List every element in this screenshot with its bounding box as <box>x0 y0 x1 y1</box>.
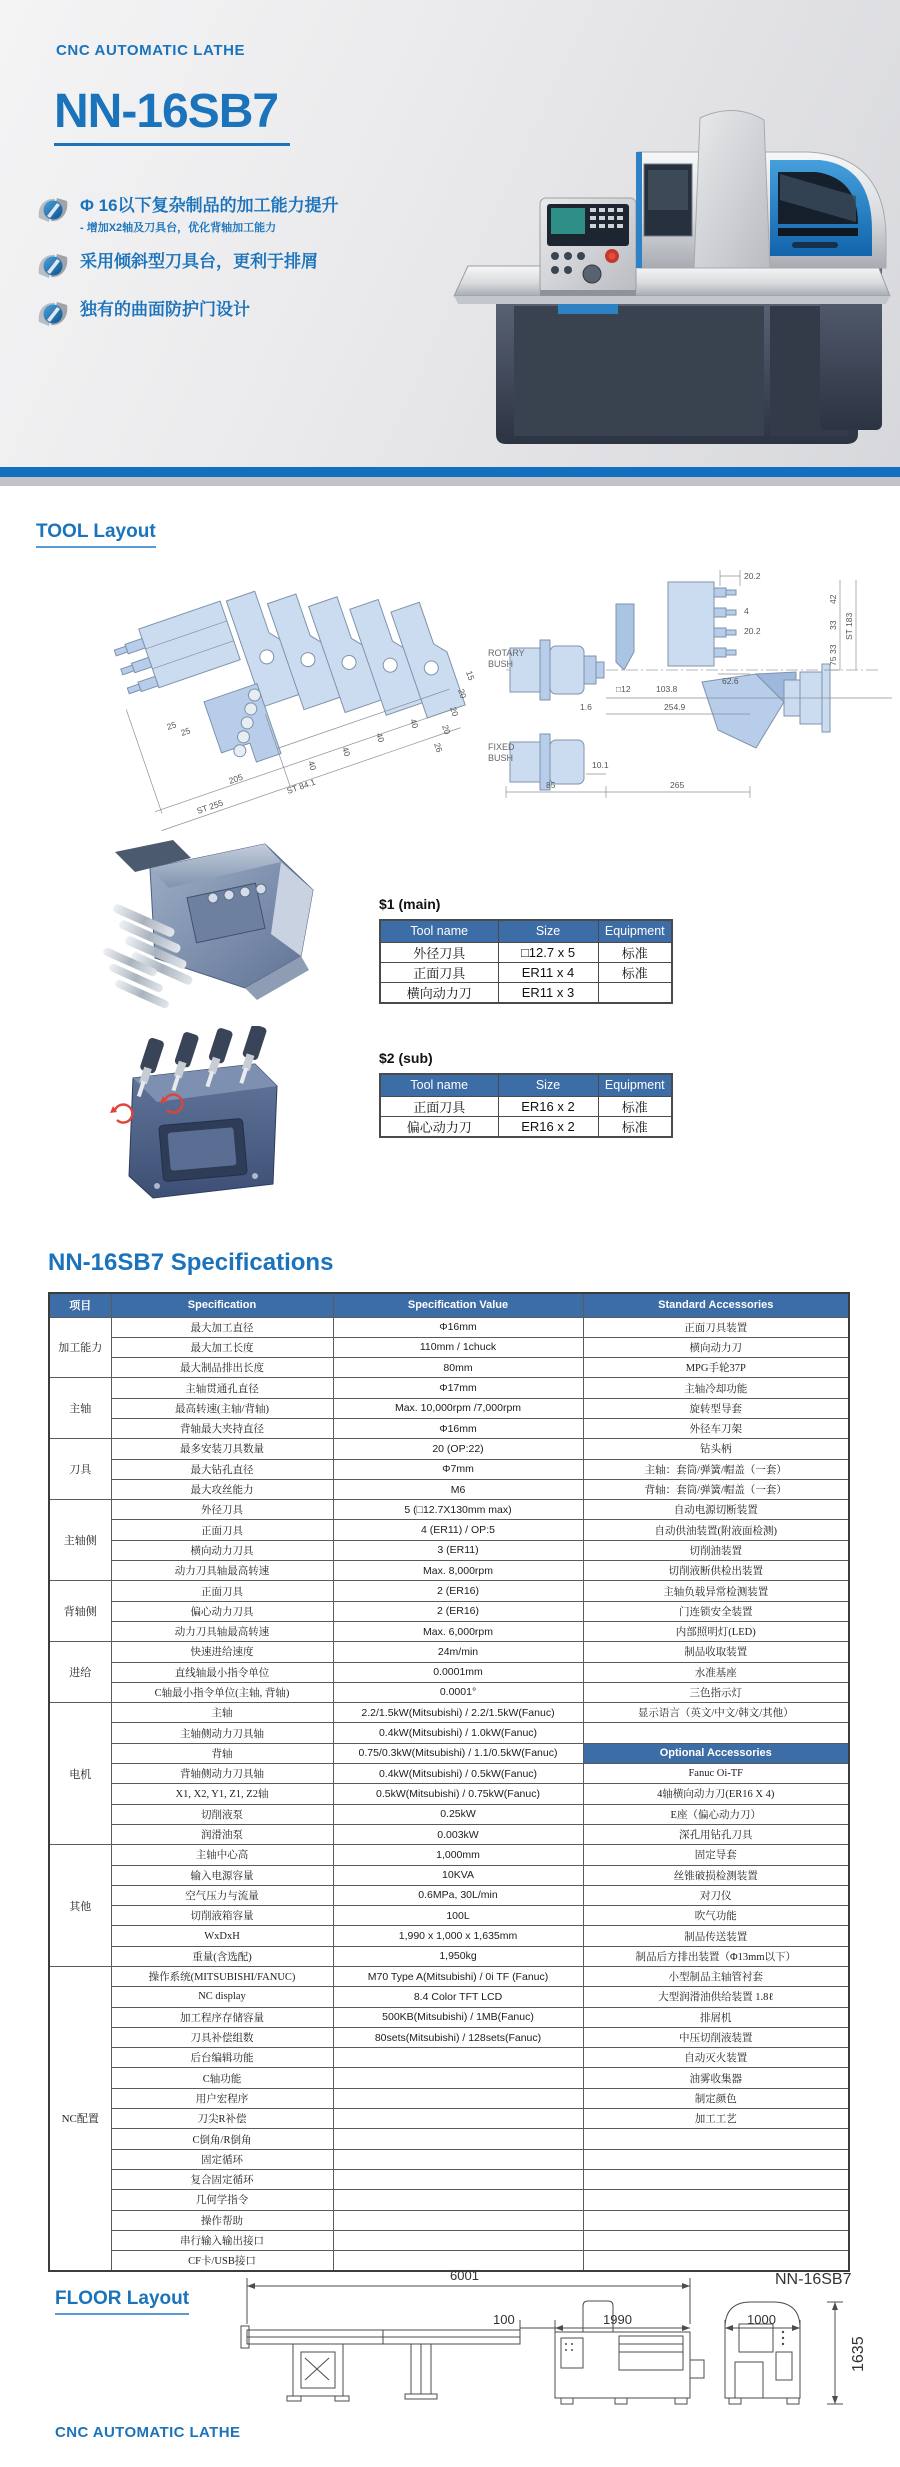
svg-text:BUSH: BUSH <box>488 659 514 669</box>
spec-value-cell: 20 (OP:22) <box>333 1439 583 1459</box>
svg-text:33: 33 <box>828 620 838 630</box>
spec-name-cell: 主轴中心高 <box>111 1845 333 1865</box>
accessory-cell: 深孔用钻孔刀具 <box>583 1824 849 1844</box>
svg-text:103.8: 103.8 <box>656 684 678 694</box>
svg-text:20.2: 20.2 <box>744 626 761 636</box>
spec-row <box>49 1906 849 1926</box>
spec-value-cell: 1,000mm <box>333 1845 583 1865</box>
optional-accessories-header-cell: Optional Accessories <box>583 1743 849 1763</box>
tool-table-row <box>380 962 672 982</box>
accessory-cell: 内部照明灯(LED) <box>583 1621 849 1641</box>
accessory-cell: 旋转型导套 <box>583 1398 849 1418</box>
spec-row <box>49 1479 849 1499</box>
sub-tool-table-block <box>379 1050 671 1138</box>
svg-text:ROTARY: ROTARY <box>488 648 525 658</box>
floor-dim-gap: 100 <box>493 2312 515 2327</box>
spec-value-cell: 0.4kW(Mitsubishi) / 1.0kW(Fanuc) <box>333 1723 583 1743</box>
spec-name-cell: 润滑油泵 <box>111 1824 333 1844</box>
spec-row <box>49 1784 849 1804</box>
spec-row <box>49 2169 849 2189</box>
floor-layout-drawing <box>235 2232 880 2432</box>
spec-name-cell: 主轴 <box>111 1703 333 1723</box>
svg-text:40: 40 <box>374 731 387 744</box>
svg-text:85: 85 <box>546 780 556 790</box>
spec-value-cell: 5 (□12.7X130mm max) <box>333 1500 583 1520</box>
accessory-cell: 显示语言（英文/中文/韩文/其他） <box>583 1703 849 1723</box>
spec-value-cell: 0.25kW <box>333 1804 583 1824</box>
spec-name-cell: 最高转速(主轴/背轴) <box>111 1398 333 1418</box>
accessory-cell: 切削液断供检出装置 <box>583 1561 849 1581</box>
spec-row <box>49 1459 849 1479</box>
svg-text:25: 25 <box>165 719 178 732</box>
spec-row <box>49 2210 849 2230</box>
accessory-cell <box>583 1723 849 1743</box>
spec-value-cell <box>333 2190 583 2210</box>
spec-row <box>49 1926 849 1946</box>
spec-row <box>49 2068 849 2088</box>
spec-row <box>49 1398 849 1418</box>
tool-table-cell: ER11 x 4 <box>498 962 598 982</box>
spec-row <box>49 1358 849 1378</box>
spec-name-cell: NC display <box>111 1987 333 2007</box>
spec-name-cell: 动力刀具轴最高转速 <box>111 1561 333 1581</box>
col-tool-name: Tool name <box>380 920 498 942</box>
svg-text:75: 75 <box>828 656 838 666</box>
tool-table-cell: 偏心动力刀 <box>380 1116 498 1137</box>
spec-row <box>49 2027 849 2047</box>
spec-row <box>49 1987 849 2007</box>
spec-value-cell: 80sets(Mitsubishi) / 128sets(Fanuc) <box>333 2027 583 2047</box>
spec-name-cell: 最多安装刀具数量 <box>111 1439 333 1459</box>
spec-value-cell: 2 (ER16) <box>333 1581 583 1601</box>
spec-name-cell: 正面刀具 <box>111 1520 333 1540</box>
accessory-cell: 排屑机 <box>583 2007 849 2027</box>
spec-group-label: 主轴 <box>49 1378 111 1439</box>
spec-name-cell: 固定循环 <box>111 2149 333 2169</box>
spec-row <box>49 1804 849 1824</box>
spec-value-cell: 3 (ER11) <box>333 1540 583 1560</box>
spec-row <box>49 1865 849 1885</box>
accessory-cell: 油雾收集器 <box>583 2068 849 2088</box>
spec-name-cell: 直线轴最小指令单位 <box>111 1662 333 1682</box>
spec-row <box>49 1824 849 1844</box>
spec-name-cell: 输入电源容量 <box>111 1865 333 1885</box>
svg-text:ST 183: ST 183 <box>844 612 854 640</box>
spec-value-cell: 1,950kg <box>333 1946 583 1966</box>
spec-row <box>49 2109 849 2129</box>
spec-value-cell <box>333 2068 583 2088</box>
spec-col-accessories: Standard Accessories <box>583 1293 849 1317</box>
svg-text:265: 265 <box>670 780 685 790</box>
accessory-cell: MPG手轮37P <box>583 1358 849 1378</box>
spec-row <box>49 1520 849 1540</box>
accessory-cell: 小型制品主轴管衬套 <box>583 1967 849 1987</box>
spec-row <box>49 2190 849 2210</box>
tool-table-cell: ER16 x 2 <box>498 1116 598 1137</box>
spec-name-cell: 外径刀具 <box>111 1500 333 1520</box>
spec-row <box>49 1662 849 1682</box>
svg-text:205: 205 <box>227 771 245 786</box>
spec-group-label: 刀具 <box>49 1439 111 1500</box>
spec-group-label: NC配置 <box>49 1967 111 2271</box>
spec-value-cell: 4 (ER11) / OP:5 <box>333 1520 583 1540</box>
svg-text:1.6: 1.6 <box>580 702 592 712</box>
spec-row <box>49 1885 849 1905</box>
spec-name-cell: 后台编辑功能 <box>111 2048 333 2068</box>
spec-value-cell: Max. 6,000rpm <box>333 1621 583 1641</box>
spec-name-cell: C轴功能 <box>111 2068 333 2088</box>
spec-table <box>48 1292 850 2272</box>
spec-value-cell: 0.0001mm <box>333 1662 583 1682</box>
tool-table-cell: 标准 <box>598 1116 672 1137</box>
spec-name-cell: 加工程序存储容量 <box>111 2007 333 2027</box>
spec-row <box>49 1946 849 1966</box>
feature-item-2 <box>36 252 318 280</box>
svg-text:40: 40 <box>306 759 319 772</box>
feature-title: 独有的曲面防护门设计 <box>80 300 250 319</box>
spec-name-cell: 几何学指令 <box>111 2190 333 2210</box>
spec-row <box>49 1642 849 1662</box>
spec-value-cell: M70 Type A(Mitsubishi) / 0i TF (Fanuc) <box>333 1967 583 1987</box>
svg-text:4: 4 <box>744 606 749 616</box>
tool-table-cell <box>598 982 672 1003</box>
spec-name-cell: 快速进给速度 <box>111 1642 333 1662</box>
spec-value-cell: M6 <box>333 1479 583 1499</box>
brand-swoosh-icon <box>36 252 70 280</box>
spec-value-cell: 24m/min <box>333 1642 583 1662</box>
svg-text:25: 25 <box>179 725 192 738</box>
spec-name-cell: 重量(含选配) <box>111 1946 333 1966</box>
accessory-cell: 自动电源切断装置 <box>583 1500 849 1520</box>
spec-name-cell: 横向动力刀具 <box>111 1540 333 1560</box>
tool-table-cell: 横向动力刀 <box>380 982 498 1003</box>
accessory-cell: 4轴横向动力刀(ER16 X 4) <box>583 1784 849 1804</box>
accessory-cell <box>583 2210 849 2230</box>
spec-name-cell: 用户宏程序 <box>111 2088 333 2108</box>
col-equipment: Equipment <box>598 920 672 942</box>
accessory-cell: 门连锁安全装置 <box>583 1601 849 1621</box>
spec-row <box>49 1967 849 1987</box>
spec-value-cell <box>333 2129 583 2149</box>
spec-name-cell: C轴最小指令单位(主轴, 背轴) <box>111 1682 333 1702</box>
spec-col-value: Specification Value <box>333 1293 583 1317</box>
spec-row <box>49 1621 849 1641</box>
spec-row <box>49 1723 849 1743</box>
spec-name-cell: 正面刀具 <box>111 1581 333 1601</box>
svg-text:20: 20 <box>448 705 461 718</box>
spec-name-cell: 串行输入输出接口 <box>111 2230 333 2250</box>
hero-section <box>0 0 900 467</box>
feature-item-3 <box>36 300 250 328</box>
spec-name-cell: 刀尖R补偿 <box>111 2109 333 2129</box>
spec-value-cell: 8.4 Color TFT LCD <box>333 1987 583 2007</box>
accessory-cell: Fanuc Oi-TF <box>583 1764 849 1784</box>
tool-table-row <box>380 942 672 962</box>
spec-row <box>49 1540 849 1560</box>
spec-value-cell: 0.003kW <box>333 1824 583 1844</box>
accessory-cell: 自动供油装置(附液面检测) <box>583 1520 849 1540</box>
spec-row <box>49 1764 849 1784</box>
tool-table-cell: 标准 <box>598 962 672 982</box>
footer-brand-text: CNC AUTOMATIC LATHE <box>55 2424 241 2441</box>
accessory-cell <box>583 2129 849 2149</box>
spec-row <box>49 1378 849 1398</box>
spec-group-label: 进给 <box>49 1642 111 1703</box>
spec-value-cell: Φ16mm <box>333 1317 583 1337</box>
feature-item-1 <box>36 196 339 235</box>
accessory-cell: 大型润滑油供给装置 1.8ℓ <box>583 1987 849 2007</box>
spec-group-label: 加工能力 <box>49 1317 111 1378</box>
accessory-cell: 制品传送装置 <box>583 1926 849 1946</box>
spec-value-cell: 0.75/0.3kW(Mitsubishi) / 1.1/0.5kW(Fanuc) <box>333 1743 583 1763</box>
spec-name-cell: 背轴侧动力刀具轴 <box>111 1764 333 1784</box>
main-tool-table-caption: $1 (main) <box>379 896 441 912</box>
accessory-cell: 加工工艺 <box>583 2109 849 2129</box>
spec-value-cell: 500KB(Mitsubishi) / 1MB(Fanuc) <box>333 2007 583 2027</box>
spec-group-label: 主轴侧 <box>49 1500 111 1581</box>
spec-value-cell: Φ16mm <box>333 1418 583 1438</box>
spec-value-cell: Max. 10,000rpm /7,000rpm <box>333 1398 583 1418</box>
svg-text:62.6: 62.6 <box>722 676 739 686</box>
spec-col-specification: Specification <box>111 1293 333 1317</box>
spec-row <box>49 1743 849 1763</box>
accessory-cell: 背轴：套筒/弹簧/帽盖（一套） <box>583 1479 849 1499</box>
tool-layout-heading: TOOL Layout <box>36 521 156 548</box>
spec-name-cell: C倒角/R倒角 <box>111 2129 333 2149</box>
accessory-cell: 钻头柄 <box>583 1439 849 1459</box>
spec-name-cell: CF卡/USB接口 <box>111 2251 333 2271</box>
svg-text:40: 40 <box>340 745 353 758</box>
spec-name-cell: 最大加工长度 <box>111 1337 333 1357</box>
spec-value-cell <box>333 2048 583 2068</box>
col-tool-name: Tool name <box>380 1074 498 1096</box>
hero-gray-bar <box>0 477 900 486</box>
spec-header-row <box>49 1293 849 1317</box>
floor-dim-height: 1635 <box>850 2336 867 2372</box>
spec-row <box>49 1418 849 1438</box>
floor-model-label: NN-16SB7 <box>775 2271 852 2288</box>
spec-name-cell: 操作帮助 <box>111 2210 333 2230</box>
spec-value-cell: 0.0001° <box>333 1682 583 1702</box>
tool-table-cell: 正面刀具 <box>380 962 498 982</box>
table-header-row <box>380 920 672 942</box>
spec-group-label: 电机 <box>49 1703 111 1845</box>
spec-value-cell: 110mm / 1chuck <box>333 1337 583 1357</box>
svg-text:ST 84.1: ST 84.1 <box>285 776 317 796</box>
svg-text:FIXED: FIXED <box>488 742 515 752</box>
tool-table-row <box>380 1096 672 1116</box>
tool-table-cell: 外径刀具 <box>380 942 498 962</box>
accessory-cell: 外径车刀架 <box>583 1418 849 1438</box>
spec-value-cell: 0.4kW(Mitsubishi) / 0.5kW(Fanuc) <box>333 1764 583 1784</box>
spec-value-cell: Max. 8,000rpm <box>333 1561 583 1581</box>
spec-row <box>49 2048 849 2068</box>
col-size: Size <box>498 1074 598 1096</box>
tool-table-cell: 正面刀具 <box>380 1096 498 1116</box>
spec-row <box>49 1581 849 1601</box>
spec-name-cell: 动力刀具轴最高转速 <box>111 1621 333 1641</box>
spec-name-cell: 操作系统(MITSUBISHI/FANUC) <box>111 1967 333 1987</box>
accessory-cell <box>583 2169 849 2189</box>
svg-text:ST 255: ST 255 <box>195 797 225 816</box>
spec-value-cell: 0.6MPa, 30L/min <box>333 1885 583 1905</box>
specifications-heading: NN-16SB7 Specifications <box>48 1249 334 1276</box>
spec-value-cell: 2.2/1.5kW(Mitsubishi) / 2.2/1.5kW(Fanuc) <box>333 1703 583 1723</box>
accessory-cell: 主轴冷却功能 <box>583 1378 849 1398</box>
spec-name-cell: 切削液泵 <box>111 1804 333 1824</box>
accessory-cell: 对刀仪 <box>583 1885 849 1905</box>
col-size: Size <box>498 920 598 942</box>
tool-table-cell: □12.7 x 5 <box>498 942 598 962</box>
feature-subtitle: - 增加X2轴及刀具台，优化背轴加工能力 <box>80 222 277 235</box>
accessory-cell: 中压切削液装置 <box>583 2027 849 2047</box>
spec-value-cell: 0.5kW(Mitsubishi) / 0.75kW(Fanuc) <box>333 1784 583 1804</box>
spec-row <box>49 1337 849 1357</box>
spec-group-label: 背轴侧 <box>49 1581 111 1642</box>
spec-row <box>49 1601 849 1621</box>
floor-dim-machine: 1990 <box>603 2312 632 2327</box>
machine-illustration <box>300 60 900 467</box>
spec-col-category: 项目 <box>49 1293 111 1317</box>
svg-text:254.9: 254.9 <box>664 702 686 712</box>
svg-text:40: 40 <box>408 717 421 730</box>
accessory-cell: 水准基座 <box>583 1662 849 1682</box>
spec-group-label: 其他 <box>49 1845 111 1967</box>
tool-table-cell: ER11 x 3 <box>498 982 598 1003</box>
accessory-cell: 制定颜色 <box>583 2088 849 2108</box>
main-tool-table <box>379 919 673 1004</box>
table-header-row <box>380 1074 672 1096</box>
spec-value-cell: Φ7mm <box>333 1459 583 1479</box>
spec-row <box>49 1317 849 1337</box>
spec-row <box>49 2007 849 2027</box>
product-model-title: NN-16SB7 <box>54 84 290 146</box>
spec-row <box>49 1439 849 1459</box>
accessory-cell <box>583 2149 849 2169</box>
spec-row <box>49 2149 849 2169</box>
spec-name-cell: WxDxH <box>111 1926 333 1946</box>
spec-value-cell: 80mm <box>333 1358 583 1378</box>
accessory-cell: 丝锥破损检测装置 <box>583 1865 849 1885</box>
floor-layout-heading: FLOOR Layout <box>55 2288 189 2315</box>
spec-name-cell: 背轴 <box>111 1743 333 1763</box>
svg-text:10.1: 10.1 <box>592 760 609 770</box>
spec-value-cell: 10KVA <box>333 1865 583 1885</box>
spec-value-cell: 2 (ER16) <box>333 1601 583 1621</box>
spec-name-cell: 刀具补偿组数 <box>111 2027 333 2047</box>
svg-text:42: 42 <box>828 594 838 604</box>
tool-table-cell: ER16 x 2 <box>498 1096 598 1116</box>
spec-value-cell <box>333 2149 583 2169</box>
brand-swoosh-icon <box>36 300 70 328</box>
spec-name-cell: 偏心动力刀具 <box>111 1601 333 1621</box>
sub-holder-photo <box>105 1026 300 1211</box>
svg-text:20: 20 <box>456 687 469 700</box>
spec-row <box>49 1500 849 1520</box>
machine-photo <box>300 60 900 467</box>
accessory-cell: 主轴：套筒/弹簧/帽盖（一套） <box>583 1459 849 1479</box>
main-tool-table-block <box>379 896 671 1004</box>
accessory-cell: 制品后方排出装置（Φ13mm以下） <box>583 1946 849 1966</box>
svg-text:20: 20 <box>440 723 453 736</box>
spec-row <box>49 1682 849 1702</box>
spec-value-cell <box>333 2210 583 2230</box>
tool-layout-drawing-right <box>488 552 892 847</box>
svg-text:15: 15 <box>464 669 477 682</box>
spec-row <box>49 1703 849 1723</box>
main-turret-photo <box>95 838 340 1018</box>
accessory-cell: 自动灭火装置 <box>583 2048 849 2068</box>
spec-name-cell: 复合固定循环 <box>111 2169 333 2189</box>
hero-eyebrow: CNC AUTOMATIC LATHE <box>56 42 246 59</box>
spec-name-cell: 空气压力与流量 <box>111 1885 333 1905</box>
brand-swoosh-icon <box>36 196 70 224</box>
spec-value-cell <box>333 2169 583 2189</box>
tool-table-row <box>380 982 672 1003</box>
floor-dim-total: 6001 <box>450 2268 479 2283</box>
spec-row <box>49 1561 849 1581</box>
svg-text:□12: □12 <box>616 684 631 694</box>
spec-name-cell: 最大钻孔直径 <box>111 1459 333 1479</box>
spec-name-cell: X1, X2, Y1, Z1, Z2轴 <box>111 1784 333 1804</box>
spec-value-cell: Φ17mm <box>333 1378 583 1398</box>
tool-table-cell: 标准 <box>598 942 672 962</box>
tool-layout-drawing-left <box>110 552 490 847</box>
sub-tool-table <box>379 1073 673 1138</box>
spec-name-cell: 最大制品排出长度 <box>111 1358 333 1378</box>
col-equipment: Equipment <box>598 1074 672 1096</box>
accessory-cell: 制品收取装置 <box>583 1642 849 1662</box>
spec-value-cell <box>333 2088 583 2108</box>
svg-text:20.2: 20.2 <box>744 571 761 581</box>
feature-title: Φ 16以下复杂制品的加工能力提升 <box>80 196 339 215</box>
svg-text:33: 33 <box>828 644 838 654</box>
spec-value-cell <box>333 2109 583 2129</box>
accessory-cell: 切削油装置 <box>583 1540 849 1560</box>
accessory-cell: 主轴负载异常检测装置 <box>583 1581 849 1601</box>
hero-blue-bar <box>0 467 900 477</box>
spec-name-cell: 主轴贯通孔直径 <box>111 1378 333 1398</box>
spec-name-cell: 主轴侧动力刀具轴 <box>111 1723 333 1743</box>
spec-name-cell: 切削液箱容量 <box>111 1906 333 1926</box>
accessory-cell <box>583 2190 849 2210</box>
spec-name-cell: 背轴最大夹持直径 <box>111 1418 333 1438</box>
accessory-cell: E座（偏心动力刀） <box>583 1804 849 1824</box>
accessory-cell: 固定导套 <box>583 1845 849 1865</box>
feature-title: 采用倾斜型刀具台，更利于排屑 <box>80 252 318 271</box>
spec-name-cell: 最大加工直径 <box>111 1317 333 1337</box>
spec-row <box>49 1845 849 1865</box>
svg-text:BUSH: BUSH <box>488 753 514 763</box>
accessory-cell: 横向动力刀 <box>583 1337 849 1357</box>
tool-table-row <box>380 1116 672 1137</box>
accessory-cell: 正面刀具装置 <box>583 1317 849 1337</box>
floor-dim-depth: 1000 <box>747 2312 776 2327</box>
accessory-cell: 吹气功能 <box>583 1906 849 1926</box>
spec-value-cell: 1,990 x 1,000 x 1,635mm <box>333 1926 583 1946</box>
accessory-cell: 三色指示灯 <box>583 1682 849 1702</box>
sub-tool-table-caption: $2 (sub) <box>379 1050 433 1066</box>
spec-name-cell: 最大攻丝能力 <box>111 1479 333 1499</box>
svg-text:26: 26 <box>432 741 445 754</box>
spec-row <box>49 2129 849 2149</box>
spec-row <box>49 2088 849 2108</box>
spec-value-cell: 100L <box>333 1906 583 1926</box>
tool-table-cell: 标准 <box>598 1096 672 1116</box>
